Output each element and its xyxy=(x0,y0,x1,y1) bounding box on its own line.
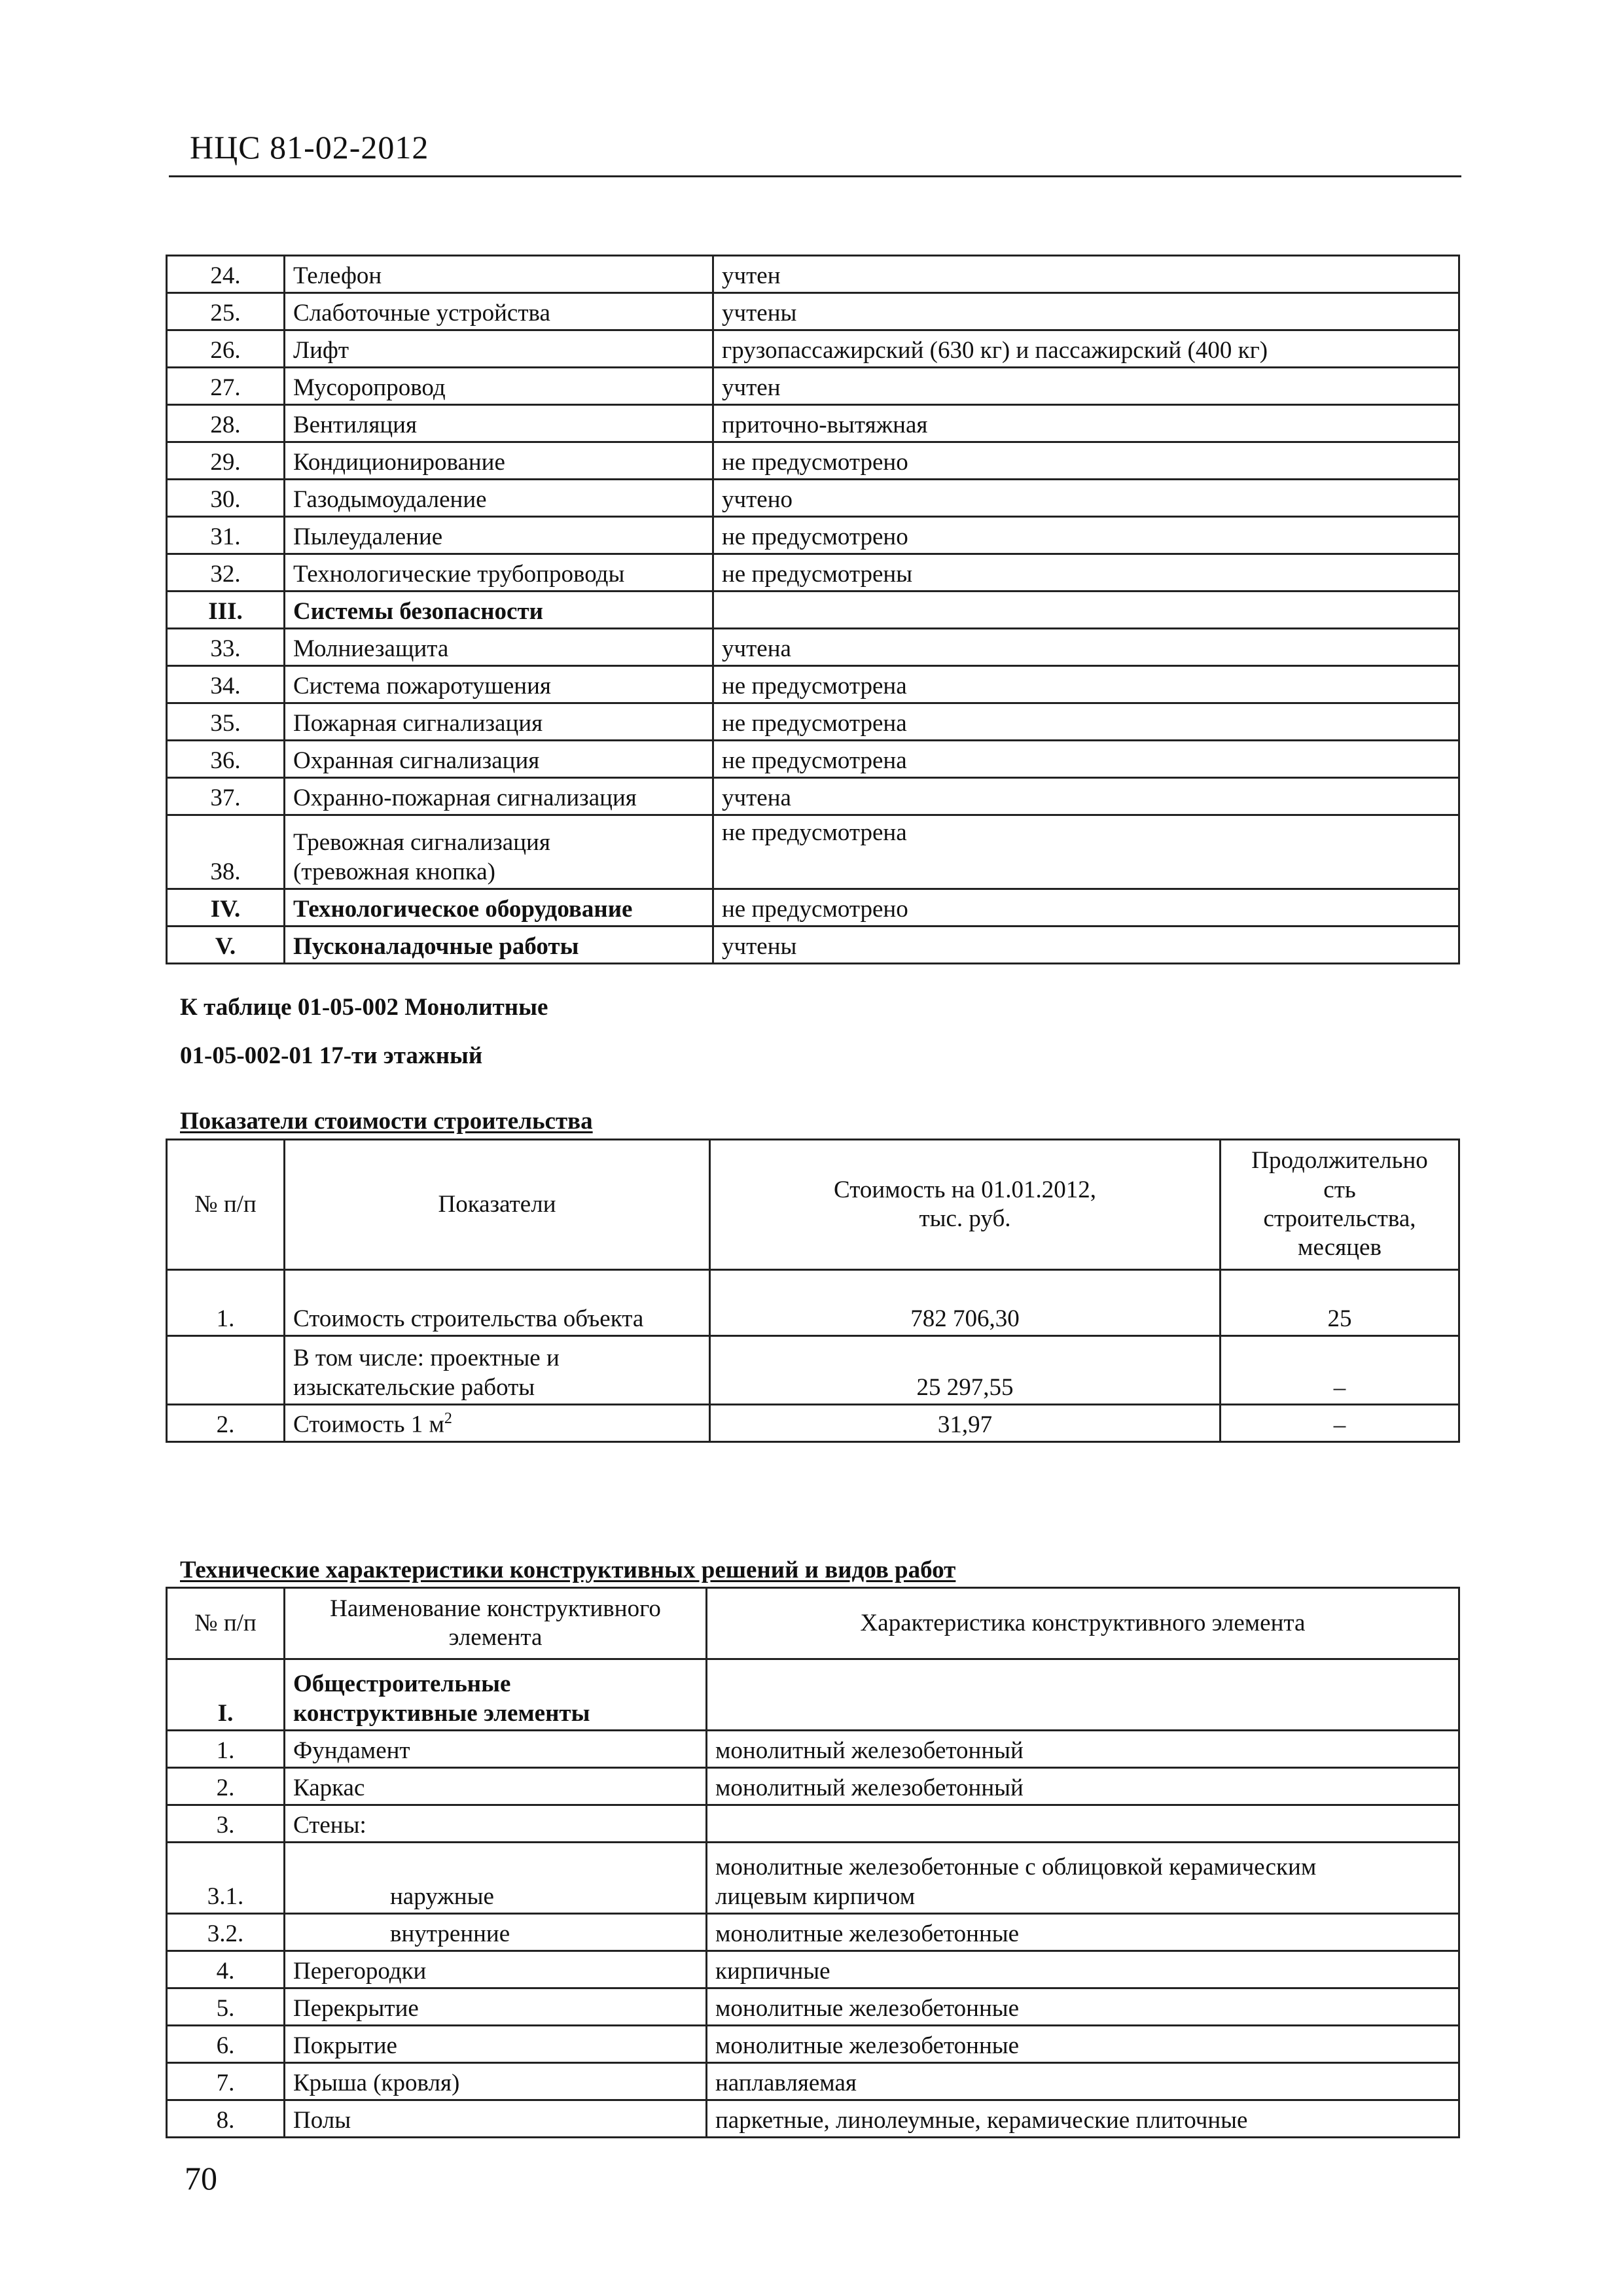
row-number xyxy=(167,1336,285,1405)
table-row xyxy=(167,741,1459,778)
row-number: 38. xyxy=(167,815,285,889)
row-name: Каркас xyxy=(285,1768,707,1805)
row-value xyxy=(707,1805,1459,1843)
row-name: Лифт xyxy=(285,330,713,368)
table-row xyxy=(167,517,1459,554)
row-number: 1. xyxy=(167,1270,285,1336)
table-row xyxy=(167,1805,1459,1843)
row-value: учтен xyxy=(713,368,1459,405)
section-name xyxy=(285,1659,707,1731)
table-row xyxy=(167,330,1459,368)
row-number: 28. xyxy=(167,405,285,442)
row-number: 6. xyxy=(167,2026,285,2063)
header-duration-line: месяцев xyxy=(1298,1234,1382,1262)
table-row xyxy=(167,2063,1459,2100)
row-name-line: (тревожная кнопка) xyxy=(293,858,495,885)
tech-table-caption: Технические характеристики конструктивных решений и видов работ xyxy=(180,1557,956,1583)
table-reference: К таблице 01-05-002 Монолитные xyxy=(180,994,548,1021)
table-row xyxy=(167,1951,1459,1988)
row-name: Слаботочные устройства xyxy=(285,293,713,330)
row-indicator xyxy=(285,1336,710,1405)
table-row xyxy=(167,815,1459,889)
row-name: Телефон xyxy=(285,256,713,293)
header-indicator: Показатели xyxy=(285,1140,710,1270)
header-characteristic: Характеристика конструктивного элемента xyxy=(707,1588,1459,1659)
table-row xyxy=(167,1843,1459,1914)
section-number: V. xyxy=(167,927,285,964)
table-row xyxy=(167,1988,1459,2026)
row-number: 8. xyxy=(167,2100,285,2138)
table-row xyxy=(167,1731,1459,1768)
row-name: Крыша (кровля) xyxy=(285,2063,707,2100)
row-value xyxy=(707,1843,1459,1914)
row-value: не предусмотрена xyxy=(713,741,1459,778)
row-value: учтена xyxy=(713,778,1459,815)
table-header-row xyxy=(167,1588,1459,1659)
row-value: монолитные железобетонные xyxy=(707,1914,1459,1951)
row-number: 2. xyxy=(167,1768,285,1805)
row-name-line: Тревожная сигнализация xyxy=(293,829,550,857)
row-name: внутренние xyxy=(285,1914,707,1951)
section-number: I. xyxy=(167,1659,285,1731)
row-duration: 25 xyxy=(1221,1270,1459,1336)
table-row xyxy=(167,2100,1459,2138)
row-name: Кондиционирование xyxy=(285,442,713,480)
header-num: № п/п xyxy=(167,1588,285,1659)
header-duration-line: Продолжительно xyxy=(1251,1147,1428,1174)
header-name-line: элемента xyxy=(448,1624,543,1651)
row-cost: 25 297,55 xyxy=(710,1336,1221,1405)
section-number: III. xyxy=(167,592,285,629)
row-value xyxy=(707,1659,1459,1731)
row-name: Стены: xyxy=(285,1805,707,1843)
table-row xyxy=(167,778,1459,815)
row-number: 26. xyxy=(167,330,285,368)
row-value: не предусмотрена xyxy=(713,703,1459,741)
header-name-line: Наименование конструктивного xyxy=(330,1595,661,1622)
section-name-line: Общестроительные xyxy=(293,1670,511,1698)
header-duration-line: сть xyxy=(1323,1176,1356,1203)
row-number: 37. xyxy=(167,778,285,815)
table-row xyxy=(167,1768,1459,1805)
row-number: 3. xyxy=(167,1805,285,1843)
row-value xyxy=(713,592,1459,629)
row-value: монолитные железобетонные xyxy=(707,2026,1459,2063)
section-name-line: конструктивные элементы xyxy=(293,1699,590,1727)
systems-table xyxy=(166,255,1460,964)
table-row xyxy=(167,368,1459,405)
table-row xyxy=(167,293,1459,330)
row-value-line: лицевым кирпичом xyxy=(715,1882,916,1910)
row-number: 25. xyxy=(167,293,285,330)
header-name xyxy=(285,1588,707,1659)
row-value: не предусмотрена xyxy=(713,666,1459,703)
row-name: Полы xyxy=(285,2100,707,2138)
section-row xyxy=(167,592,1459,629)
row-number: 24. xyxy=(167,256,285,293)
row-indicator-line: изыскательские работы xyxy=(293,1373,535,1401)
row-value: не предусмотрено xyxy=(713,442,1459,480)
row-name: наружные xyxy=(285,1843,707,1914)
row-name: Вентиляция xyxy=(285,405,713,442)
row-name: Мусоропровод xyxy=(285,368,713,405)
row-value: учтен xyxy=(713,256,1459,293)
row-name: Охранно-пожарная сигнализация xyxy=(285,778,713,815)
row-number: 32. xyxy=(167,554,285,592)
tech-table xyxy=(166,1587,1460,2138)
section-name: Технологическое оборудование xyxy=(285,889,713,927)
row-cost: 31,97 xyxy=(710,1405,1221,1442)
row-value: кирпичные xyxy=(707,1951,1459,1988)
item-reference: 01-05-002-01 17-ти этажный xyxy=(180,1042,483,1069)
cost-table-caption: Показатели стоимости строительства xyxy=(180,1108,593,1135)
row-value: паркетные, линолеумные, керамические плиточные xyxy=(707,2100,1459,2138)
row-number: 34. xyxy=(167,666,285,703)
table-row xyxy=(167,1405,1459,1442)
row-number: 36. xyxy=(167,741,285,778)
table-row xyxy=(167,442,1459,480)
row-number: 30. xyxy=(167,480,285,517)
header-cost xyxy=(710,1140,1221,1270)
row-number: 3.2. xyxy=(167,1914,285,1951)
table-row xyxy=(167,405,1459,442)
row-indicator-superscript: 2 xyxy=(444,1410,452,1428)
cost-table xyxy=(166,1139,1460,1443)
row-number: 7. xyxy=(167,2063,285,2100)
row-value: не предусмотрено xyxy=(713,889,1459,927)
document-code: НЦС 81-02-2012 xyxy=(190,129,429,166)
table-row xyxy=(167,554,1459,592)
row-name: Система пожаротушения xyxy=(285,666,713,703)
table-row xyxy=(167,703,1459,741)
row-value: грузопассажирский (630 кг) и пассажирский (400 кг) xyxy=(713,330,1459,368)
row-value: учтены xyxy=(713,927,1459,964)
row-number: 4. xyxy=(167,1951,285,1988)
row-value: приточно-вытяжная xyxy=(713,405,1459,442)
table-row xyxy=(167,1336,1459,1405)
header-cost-line: тыс. руб. xyxy=(919,1205,1011,1232)
section-row xyxy=(167,927,1459,964)
row-name: Перегородки xyxy=(285,1951,707,1988)
row-value: монолитные железобетонные xyxy=(707,1988,1459,2026)
row-value-line: монолитные железобетонные с облицовкой керамическим xyxy=(715,1854,1317,1881)
section-number: IV. xyxy=(167,889,285,927)
row-number: 33. xyxy=(167,629,285,666)
row-name xyxy=(285,815,713,889)
table-row xyxy=(167,1270,1459,1336)
row-name: Пылеудаление xyxy=(285,517,713,554)
row-value: не предусмотрено xyxy=(713,517,1459,554)
row-duration: – xyxy=(1221,1405,1459,1442)
row-value: не предусмотрены xyxy=(713,554,1459,592)
table-row xyxy=(167,666,1459,703)
table-row xyxy=(167,629,1459,666)
table-row xyxy=(167,1914,1459,1951)
row-cost: 782 706,30 xyxy=(710,1270,1221,1336)
row-value: учтено xyxy=(713,480,1459,517)
header-rule xyxy=(169,175,1461,177)
table-row xyxy=(167,2026,1459,2063)
table-header-row xyxy=(167,1140,1459,1270)
row-value: монолитный железобетонный xyxy=(707,1731,1459,1768)
row-number: 31. xyxy=(167,517,285,554)
header-duration-line: строительства, xyxy=(1263,1205,1416,1232)
row-value: не предусмотрена xyxy=(713,815,1459,889)
row-duration: – xyxy=(1221,1336,1459,1405)
row-indicator xyxy=(285,1405,710,1442)
row-value: монолитный железобетонный xyxy=(707,1768,1459,1805)
row-number: 3.1. xyxy=(167,1843,285,1914)
row-value: учтены xyxy=(713,293,1459,330)
row-indicator-line: В том числе: проектные и xyxy=(293,1345,560,1372)
row-number: 29. xyxy=(167,442,285,480)
table-row xyxy=(167,256,1459,293)
row-number: 35. xyxy=(167,703,285,741)
row-name: Покрытие xyxy=(285,2026,707,2063)
row-name: Перекрытие xyxy=(285,1988,707,2026)
row-value: наплавляемая xyxy=(707,2063,1459,2100)
row-name: Молниезащита xyxy=(285,629,713,666)
section-row xyxy=(167,1659,1459,1731)
section-name: Системы безопасности xyxy=(285,592,713,629)
row-name: Фундамент xyxy=(285,1731,707,1768)
header-duration xyxy=(1221,1140,1459,1270)
section-name: Пусконаладочные работы xyxy=(285,927,713,964)
row-number: 27. xyxy=(167,368,285,405)
row-indicator-text: Стоимость 1 м xyxy=(293,1411,444,1438)
row-name: Технологические трубопроводы xyxy=(285,554,713,592)
row-number: 5. xyxy=(167,1988,285,2026)
row-number: 2. xyxy=(167,1405,285,1442)
row-name: Охранная сигнализация xyxy=(285,741,713,778)
row-name: Газодымоудаление xyxy=(285,480,713,517)
table-row xyxy=(167,480,1459,517)
row-number: 1. xyxy=(167,1731,285,1768)
page-number: 70 xyxy=(185,2160,217,2197)
header-num: № п/п xyxy=(167,1140,285,1270)
row-indicator: Стоимость строительства объекта xyxy=(285,1270,710,1336)
row-value: учтена xyxy=(713,629,1459,666)
section-row xyxy=(167,889,1459,927)
row-name: Пожарная сигнализация xyxy=(285,703,713,741)
header-cost-line: Стоимость на 01.01.2012, xyxy=(834,1176,1096,1203)
